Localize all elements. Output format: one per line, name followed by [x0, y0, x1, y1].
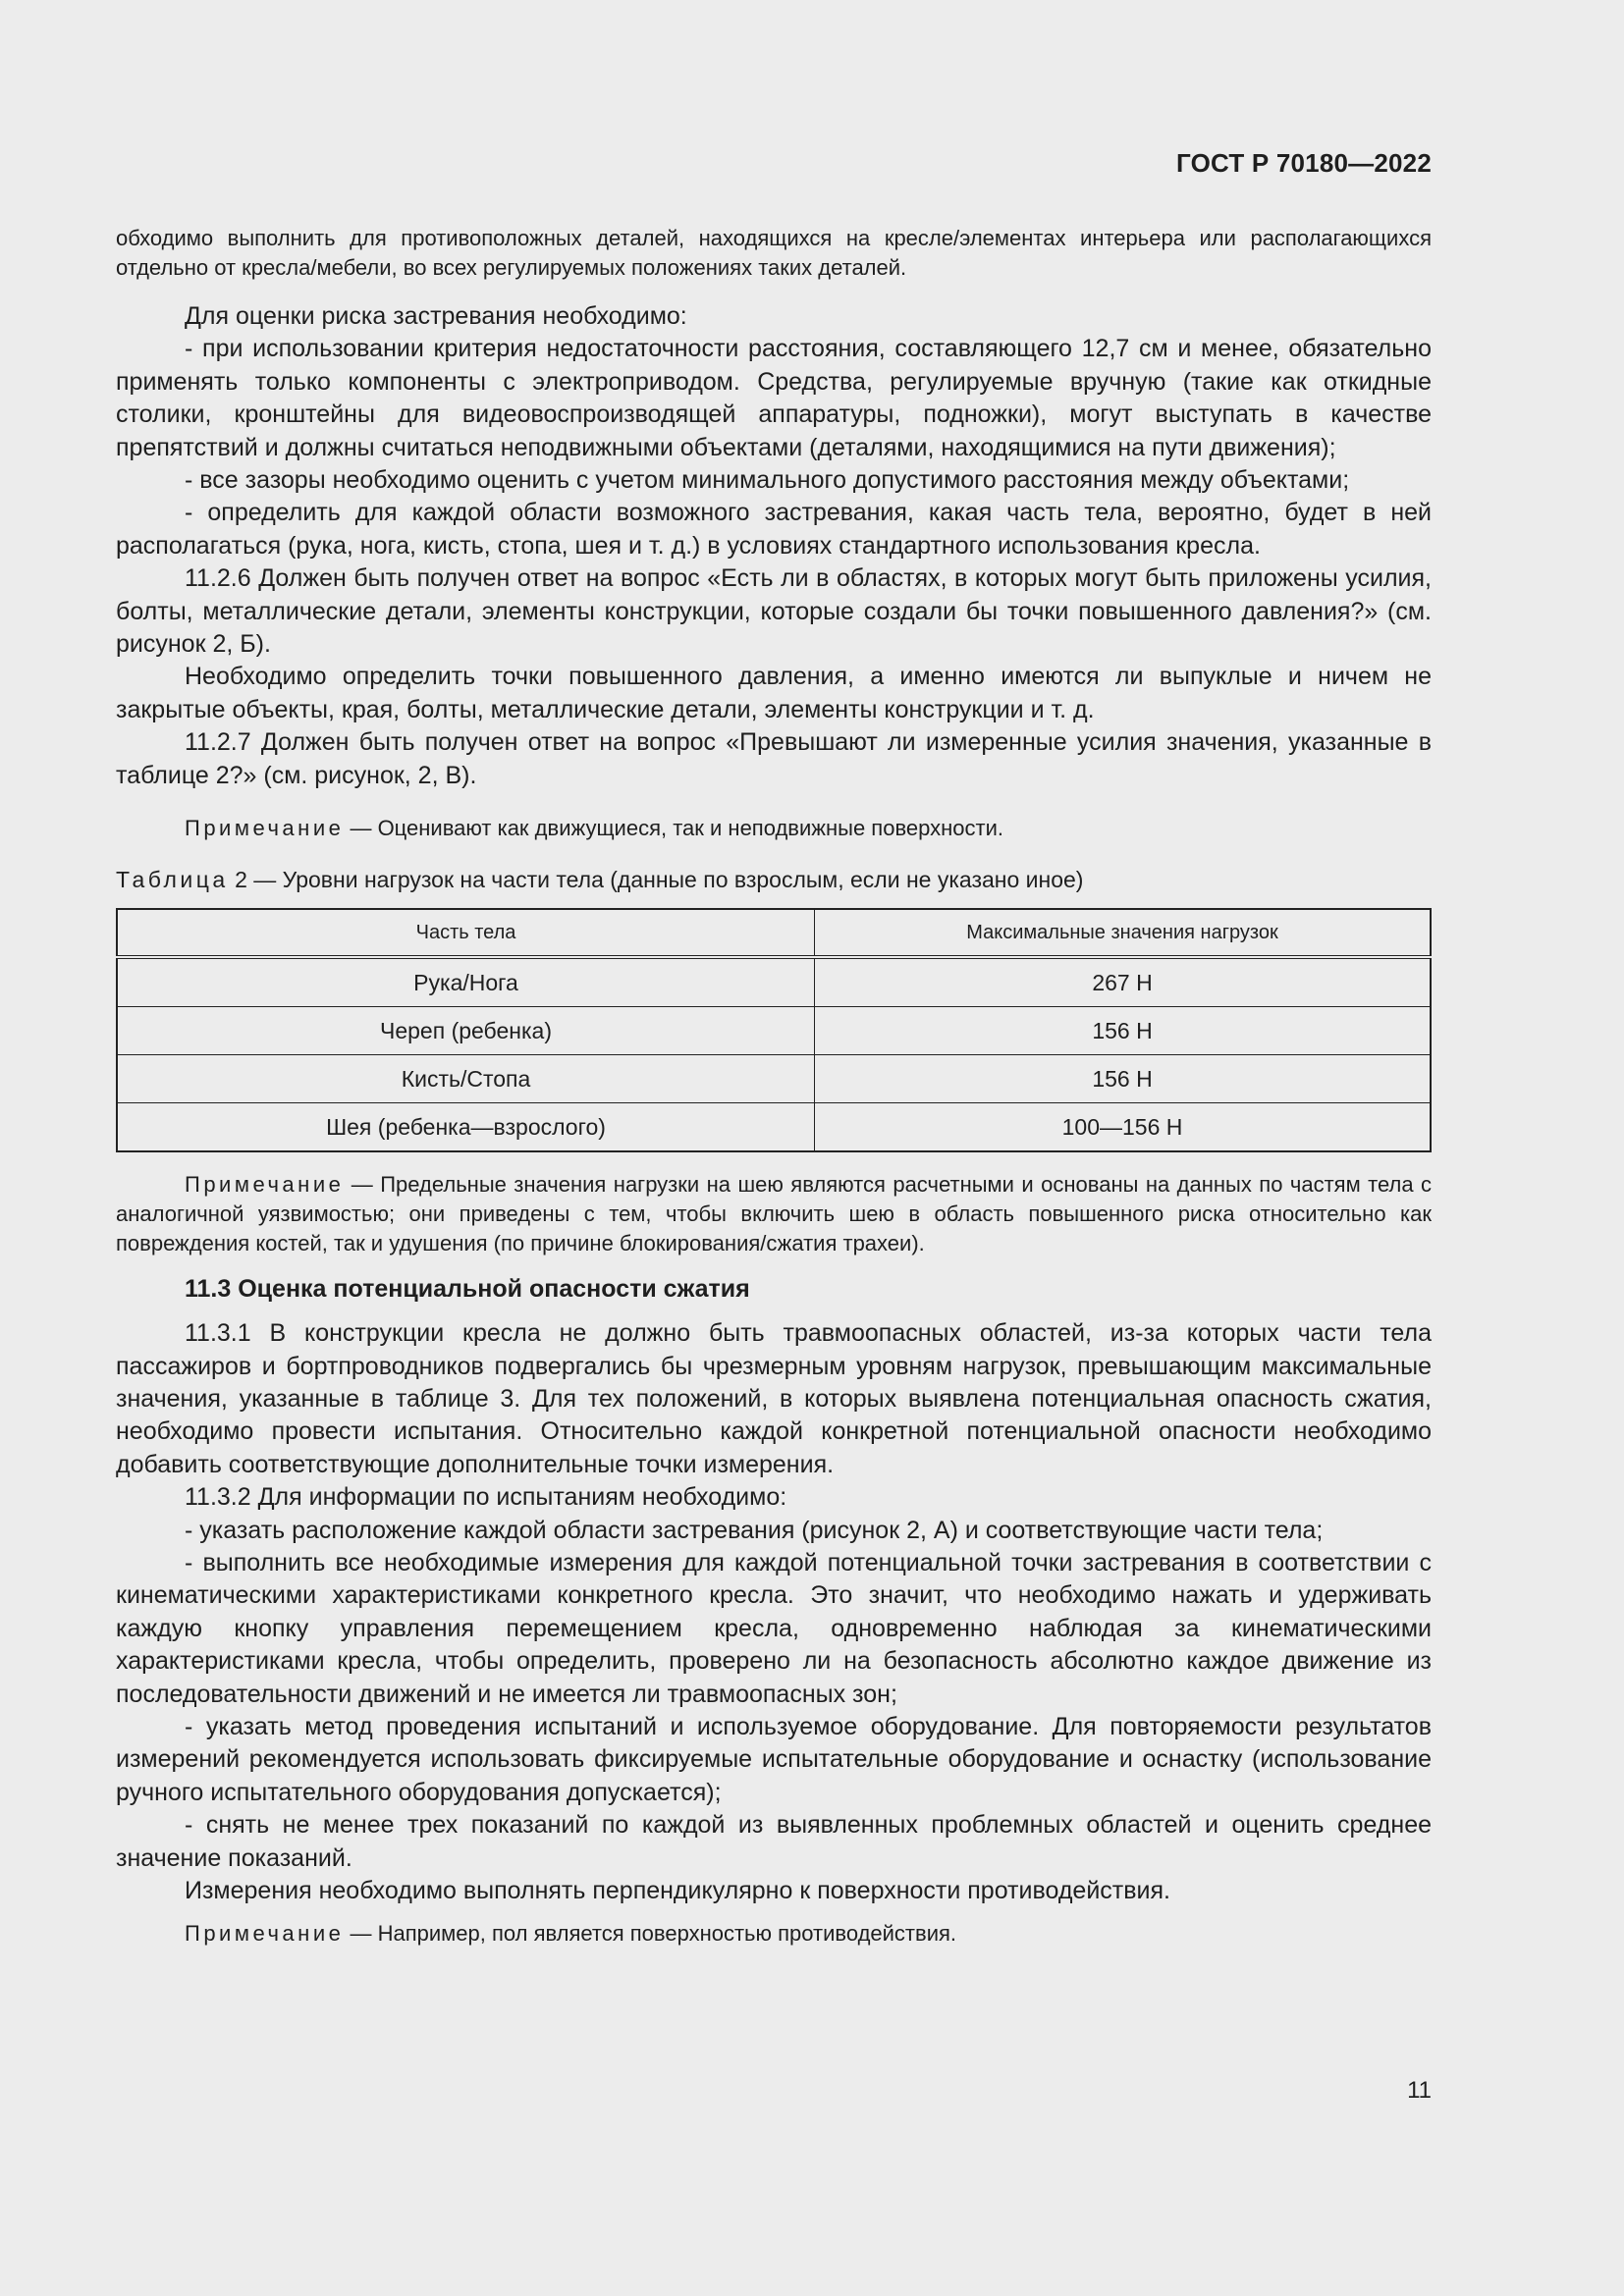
- load-value-cell: 156 Н: [815, 1055, 1432, 1103]
- clause-11-3-1: 11.3.1 В конструкции кресла не должно быть травмоопасных областей, из-за которых части тела пассажиров и бортпроводников подвергались бы чрезмерным уровням нагрузок, превышающим максимальные значения, указанные в таблице 3. Для тех положений, в которых выявлена потенциальная опасность сжатия, необходимо провести испытания. Относительно каждой конкретной потенциальной опасности необходимо добавить соответствующие дополнительные точки измерения.: [116, 1319, 1432, 1478]
- body-part-cell: Кисть/Стопа: [117, 1055, 815, 1103]
- table-row: [117, 1103, 1431, 1152]
- clause-11-3-2: 11.3.2 Для информации по испытаниям необходимо:: [185, 1483, 787, 1512]
- section-heading: 11.3 Оценка потенциальной опасности сжатия: [185, 1275, 750, 1304]
- paragraph: Необходимо определить точки повышенного давления, а именно имеются ли выпуклые и ничем не закрытые объекты, края, болты, металлические детали, элементы конструкции и т. д.: [116, 663, 1432, 723]
- note-label: Примечание: [185, 816, 345, 841]
- compression-assessment-block: [116, 1317, 1432, 1907]
- list-item: - указать расположение каждой области застревания (рисунок 2, А) и соответствующие части тела;: [185, 1516, 1324, 1544]
- load-value-cell: 156 Н: [815, 1007, 1432, 1055]
- page-content: [116, 224, 1432, 1949]
- body-part-cell: Рука/Нога: [117, 957, 815, 1007]
- list-item: - указать метод проведения испытаний и используемое оборудование. Для повторяемости результатов измерений рекомендуется использовать фиксируемые испытательные оборудование и оснастку (использование ручного испытательного оборудования допускается);: [116, 1712, 1432, 1806]
- note-text: — Предельные значения нагрузки на шею являются расчетными и основаны на данных по частям тела с аналогичной уязвимостью; они приведены с тем, чтобы включить шею в область повышенного риска относительно как повреждения костей, так и удушения (по причине блокирования/сжатия трахеи).: [116, 1172, 1432, 1256]
- load-value-cell: 100—156 Н: [815, 1103, 1432, 1152]
- note-label: Примечание: [185, 1172, 345, 1198]
- list-item: - определить для каждой области возможного застревания, какая часть тела, вероятно, будет в ней располагаться (рука, нога, кисть, стопа, шея и т. д.) в условиях стандартного использования кресла.: [116, 499, 1432, 560]
- table-caption: [116, 865, 1432, 894]
- note-text: — Например, пол является поверхностью противодействия.: [344, 1921, 957, 1947]
- clause-11-2-7: 11.2.7 Должен быть получен ответ на вопрос «Превышают ли измеренные усилия значения, указанные в таблице 2?» (см. рисунок, 2, В).: [116, 728, 1432, 789]
- table-header-row: [117, 909, 1431, 957]
- note-text: — Оценивают как движущиеся, так и неподвижные поверхности.: [344, 816, 1003, 841]
- list-item: - снять не менее трех показаний по каждой из выявленных проблемных областей и оценить среднее значение показаний.: [116, 1811, 1432, 1872]
- body-part-cell: Шея (ребенка—взрослого): [117, 1103, 815, 1152]
- table-row: [117, 1055, 1431, 1103]
- list-item: - все зазоры необходимо оценить с учетом минимального допустимого расстояния между объектами;: [185, 466, 1350, 495]
- table-caption-label: Таблица: [116, 867, 229, 893]
- clause-11-2-6: 11.2.6 Должен быть получен ответ на вопрос «Есть ли в областях, в которых могут быть приложены усилия, болты, металлические детали, элементы конструкции, которые создали бы точки повышенного давления?» (см. рисунок 2, Б).: [116, 564, 1432, 659]
- header-cell-max-load: Максимальные значения нагрузок: [815, 909, 1432, 957]
- note-3: [116, 1919, 1432, 1949]
- list-item: - выполнить все необходимые измерения для каждой потенциальной точки застревания в соответствии с кинематическими характеристиками конкретного кресла. Это значит, что необходимо нажать и удерживать каждую кнопку управления перемещением кресла, одновременно наблюдая за кинематическими характеристиками кресла, чтобы определить, проверено ли на безопасность абсолютно каждое движение из последовательности движений и не имеется ли травмоопасных зон;: [116, 1548, 1432, 1708]
- body-part-cell: Череп (ребенка): [117, 1007, 815, 1055]
- list-item: - при использовании критерия недостаточности расстояния, составляющего 12,7 см и менее, обязательно применять только компоненты с электроприводом. Средства, регулируемые вручную (такие как откидные столики, кронштейны для видеовоспроизводящей аппаратуры, подножки), могут выступать в качестве препятствий и должны считаться неподвижными объектами (деталями, находящимися на пути движения);: [116, 335, 1432, 461]
- page-number: 11: [1407, 2077, 1432, 2104]
- note-1: [116, 814, 1432, 843]
- table-row: [117, 957, 1431, 1007]
- table-row: [117, 1007, 1431, 1055]
- load-levels-table: [116, 908, 1432, 1152]
- load-value-cell: 267 Н: [815, 957, 1432, 1007]
- intro-paragraph: обходимо выполнить для противоположных деталей, находящихся на кресле/элементах интерьера или располагающихся отдельно от кресла/мебели, во всех регулируемых положениях таких деталей.: [116, 226, 1432, 280]
- paragraph: Для оценки риска застревания необходимо:: [185, 302, 687, 330]
- table-caption-text: 2 — Уровни нагрузок на части тела (данные по взрослым, если не указано иное): [228, 867, 1084, 893]
- header-cell-body-part: Часть тела: [117, 909, 815, 957]
- document-code: ГОСТ Р 70180—2022: [1176, 148, 1432, 178]
- note-2: [116, 1170, 1432, 1258]
- note-label: Примечание: [185, 1921, 345, 1947]
- risk-assessment-block: [116, 300, 1432, 792]
- paragraph: Измерения необходимо выполнять перпендикулярно к поверхности противодействия.: [185, 1877, 1170, 1904]
